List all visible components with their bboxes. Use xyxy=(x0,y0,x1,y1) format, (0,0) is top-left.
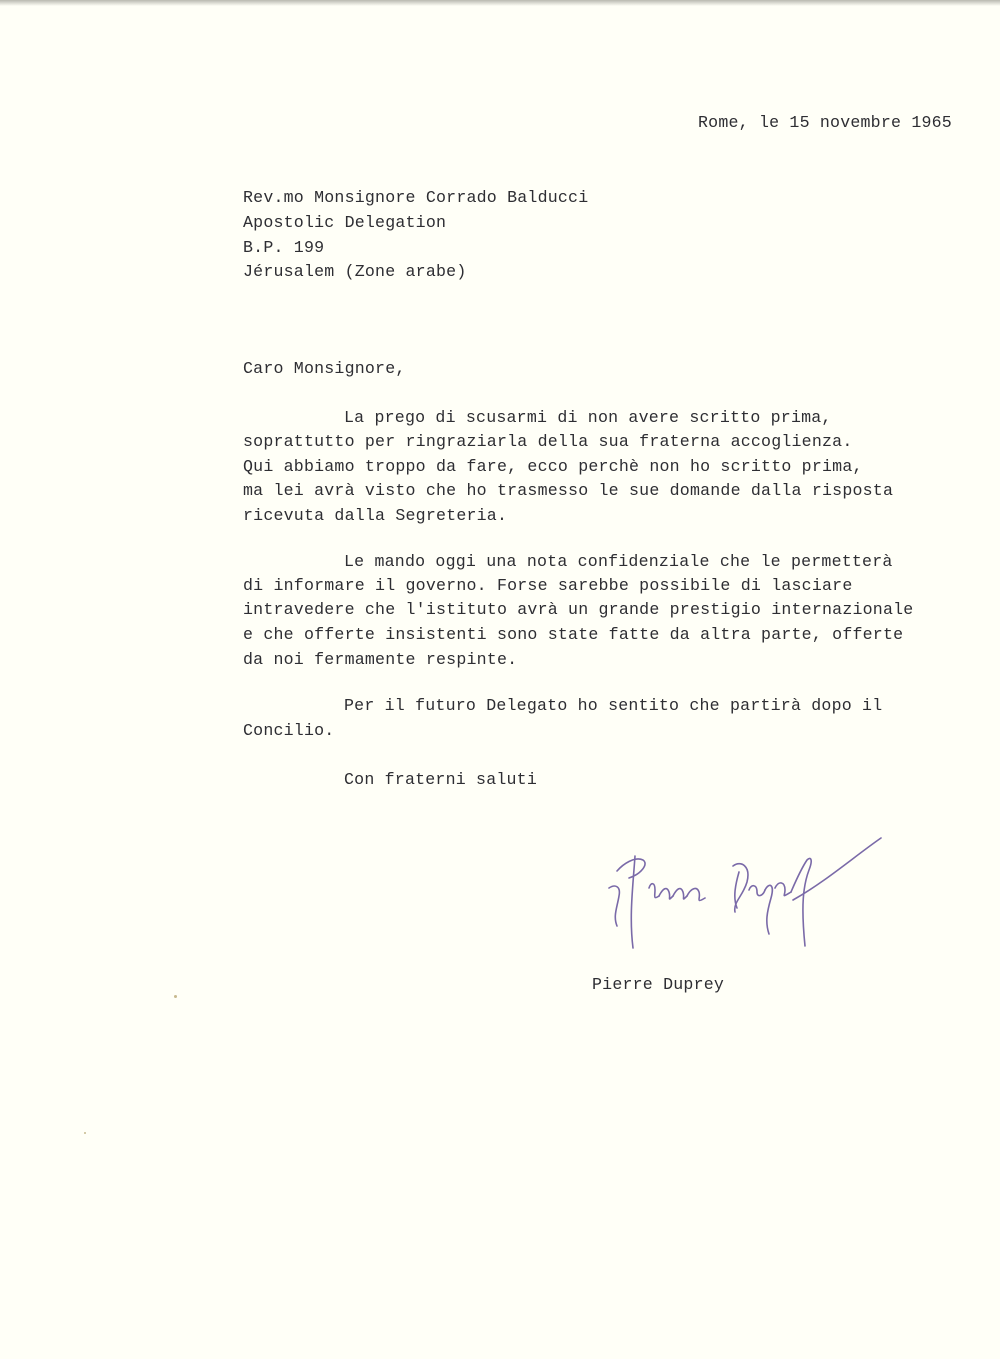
paper-speck xyxy=(174,995,177,998)
recipient-line-1: Rev.mo Monsignore Corrado Balducci xyxy=(243,188,589,207)
paragraph2-line-3: intravedere che l'istituto avrà un grande prestigio internazionale xyxy=(243,600,914,619)
paragraph2-line-5: da noi fermamente respinte. xyxy=(243,650,518,669)
paragraph2-line-2: di informare il governo. Forse sarebbe possibile di lasciare xyxy=(243,576,853,595)
paragraph3-line-1: Per il futuro Delegato ho sentito che partirà dopo il xyxy=(344,696,883,715)
salutation: Caro Monsignore, xyxy=(243,359,406,378)
recipient-line-2: Apostolic Delegation xyxy=(243,213,447,232)
paragraph3-line-2: Concilio. xyxy=(243,721,335,740)
signatory-name: Pierre Duprey xyxy=(592,975,725,994)
paragraph1-line-2: soprattutto per ringraziarla della sua fraterna accoglienza. xyxy=(243,432,853,451)
letter-date: Rome, le 15 novembre 1965 xyxy=(698,113,952,132)
paragraph2-line-1: Le mando oggi una nota confidenziale che le permetterà xyxy=(344,552,893,571)
recipient-line-4: Jérusalem (Zone arabe) xyxy=(243,262,467,281)
paper-speck xyxy=(84,1132,86,1134)
scan-top-edge xyxy=(0,0,1000,6)
handwritten-signature xyxy=(605,826,890,956)
paragraph1-line-3: Qui abbiamo troppo da fare, ecco perchè non ho scritto prima, xyxy=(243,457,863,476)
paragraph1-line-5: ricevuta dalla Segreteria. xyxy=(243,506,508,525)
closing: Con fraterni saluti xyxy=(344,770,537,789)
paragraph1-line-1: La prego di scusarmi di non avere scritto prima, xyxy=(344,408,832,427)
paragraph1-line-4: ma lei avrà visto che ho trasmesso le sue domande dalla risposta xyxy=(243,481,894,500)
paragraph2-line-4: e che offerte insistenti sono state fatte da altra parte, offerte xyxy=(243,625,904,644)
recipient-line-3: B.P. 199 xyxy=(243,238,325,257)
